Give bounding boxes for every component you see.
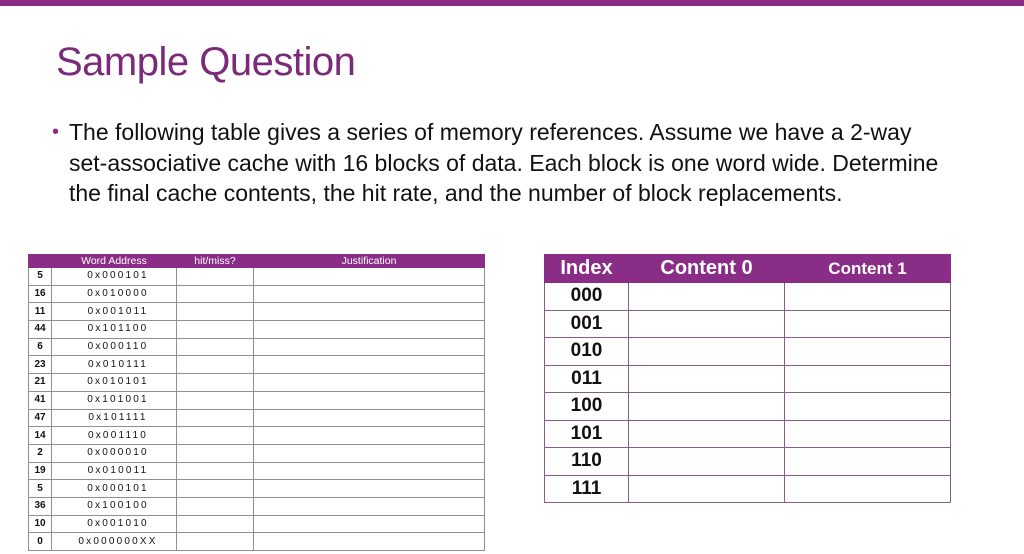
cache-index: 111 <box>545 475 629 503</box>
word-address: 0x000110 <box>52 338 177 356</box>
content-0-cell[interactable] <box>629 338 785 366</box>
justification-cell[interactable] <box>254 338 485 356</box>
table-row <box>29 480 485 498</box>
reference-number: 47 <box>29 409 52 427</box>
cache-index: 011 <box>545 365 629 393</box>
justification-cell[interactable] <box>254 303 485 321</box>
word-address: 0x001011 <box>52 303 177 321</box>
justification-cell[interactable] <box>254 356 485 374</box>
word-address: 0x010101 <box>52 374 177 392</box>
table-row <box>29 409 485 427</box>
slide-title: Sample Question <box>56 40 356 84</box>
justification-cell[interactable] <box>254 268 485 286</box>
justification-cell[interactable] <box>254 533 485 551</box>
reference-number: 10 <box>29 515 52 533</box>
table-row <box>29 303 485 321</box>
justification-cell[interactable] <box>254 462 485 480</box>
justification-cell[interactable] <box>254 427 485 445</box>
table-row <box>29 533 485 551</box>
table-row <box>545 448 951 476</box>
reference-number: 5 <box>29 480 52 498</box>
hit-miss-cell[interactable] <box>177 374 254 392</box>
hit-miss-cell[interactable] <box>177 533 254 551</box>
hit-miss-cell[interactable] <box>177 356 254 374</box>
memory-reference-table <box>28 254 485 551</box>
content-1-cell[interactable] <box>785 283 951 311</box>
justification-cell[interactable] <box>254 391 485 409</box>
cache-index: 001 <box>545 310 629 338</box>
reference-number: 5 <box>29 268 52 286</box>
hit-miss-cell[interactable] <box>177 321 254 339</box>
word-address: 0x000000XX <box>52 533 177 551</box>
word-address: 0x101100 <box>52 321 177 339</box>
table-row <box>29 374 485 392</box>
table-row <box>29 462 485 480</box>
reference-number: 44 <box>29 321 52 339</box>
table-row <box>545 393 951 421</box>
hit-miss-cell[interactable] <box>177 444 254 462</box>
word-address: 0x000101 <box>52 480 177 498</box>
word-address: 0x000101 <box>52 268 177 286</box>
cache-index: 100 <box>545 393 629 421</box>
content-0-cell[interactable] <box>629 420 785 448</box>
hit-miss-cell[interactable] <box>177 391 254 409</box>
content-0-cell[interactable] <box>629 365 785 393</box>
header-content-0: Content 0 <box>629 255 785 283</box>
table-header-row <box>29 255 485 268</box>
hit-miss-cell[interactable] <box>177 409 254 427</box>
content-1-cell[interactable] <box>785 393 951 421</box>
justification-cell[interactable] <box>254 285 485 303</box>
reference-number: 11 <box>29 303 52 321</box>
table-row <box>545 475 951 503</box>
content-1-cell[interactable] <box>785 420 951 448</box>
reference-number: 6 <box>29 338 52 356</box>
justification-cell[interactable] <box>254 515 485 533</box>
header-num <box>29 255 52 268</box>
reference-number: 36 <box>29 497 52 515</box>
word-address: 0x100100 <box>52 497 177 515</box>
content-0-cell[interactable] <box>629 310 785 338</box>
bullet-dot-icon: • <box>52 121 60 143</box>
header-index: Index <box>545 255 629 283</box>
header-justification: Justification <box>254 255 485 268</box>
word-address: 0x000010 <box>52 444 177 462</box>
word-address: 0x101001 <box>52 391 177 409</box>
justification-cell[interactable] <box>254 409 485 427</box>
reference-number: 14 <box>29 427 52 445</box>
content-1-cell[interactable] <box>785 448 951 476</box>
table-row <box>545 310 951 338</box>
content-0-cell[interactable] <box>629 448 785 476</box>
table-row <box>545 283 951 311</box>
word-address: 0x101111 <box>52 409 177 427</box>
table-row <box>29 285 485 303</box>
table-row <box>545 365 951 393</box>
justification-cell[interactable] <box>254 374 485 392</box>
reference-number: 23 <box>29 356 52 374</box>
content-0-cell[interactable] <box>629 283 785 311</box>
reference-number: 19 <box>29 462 52 480</box>
cache-index: 000 <box>545 283 629 311</box>
hit-miss-cell[interactable] <box>177 497 254 515</box>
hit-miss-cell[interactable] <box>177 268 254 286</box>
content-0-cell[interactable] <box>629 393 785 421</box>
header-content-1: Content 1 <box>785 255 951 283</box>
slide-top-bar <box>0 0 1024 6</box>
hit-miss-cell[interactable] <box>177 338 254 356</box>
content-1-cell[interactable] <box>785 310 951 338</box>
table-row <box>29 497 485 515</box>
word-address: 0x010000 <box>52 285 177 303</box>
table-row <box>545 420 951 448</box>
hit-miss-cell[interactable] <box>177 303 254 321</box>
hit-miss-cell[interactable] <box>177 462 254 480</box>
content-0-cell[interactable] <box>629 475 785 503</box>
table-header-row <box>545 255 951 283</box>
word-address: 0x010011 <box>52 462 177 480</box>
word-address: 0x001110 <box>52 427 177 445</box>
table-row <box>29 444 485 462</box>
hit-miss-cell[interactable] <box>177 515 254 533</box>
justification-cell[interactable] <box>254 480 485 498</box>
hit-miss-cell[interactable] <box>177 480 254 498</box>
cache-index: 010 <box>545 338 629 366</box>
cache-index: 110 <box>545 448 629 476</box>
reference-number: 2 <box>29 444 52 462</box>
question-bullet <box>52 117 952 209</box>
table-row <box>29 338 485 356</box>
word-address: 0x001010 <box>52 515 177 533</box>
header-word-address: Word Address <box>52 255 177 268</box>
content-1-cell[interactable] <box>785 475 951 503</box>
justification-cell[interactable] <box>254 321 485 339</box>
table-row <box>29 321 485 339</box>
question-text: The following table gives a series of memory references. Assume we have a 2-way set-associative cache with 16 blocks of data. Each block is one word wide. Determine the final cache contents, the hit rate, and the number of block replacements. <box>69 119 939 206</box>
word-address: 0x010111 <box>52 356 177 374</box>
cache-contents-table <box>544 254 951 503</box>
justification-cell[interactable] <box>254 444 485 462</box>
hit-miss-cell[interactable] <box>177 285 254 303</box>
header-hit-miss: hit/miss? <box>177 255 254 268</box>
hit-miss-cell[interactable] <box>177 427 254 445</box>
content-1-cell[interactable] <box>785 365 951 393</box>
table-row <box>29 515 485 533</box>
reference-number: 41 <box>29 391 52 409</box>
table-row <box>29 268 485 286</box>
table-row <box>545 338 951 366</box>
table-row <box>29 356 485 374</box>
justification-cell[interactable] <box>254 497 485 515</box>
reference-number: 21 <box>29 374 52 392</box>
cache-index: 101 <box>545 420 629 448</box>
reference-number: 16 <box>29 285 52 303</box>
table-row <box>29 427 485 445</box>
table-row <box>29 391 485 409</box>
content-1-cell[interactable] <box>785 338 951 366</box>
reference-number: 0 <box>29 533 52 551</box>
